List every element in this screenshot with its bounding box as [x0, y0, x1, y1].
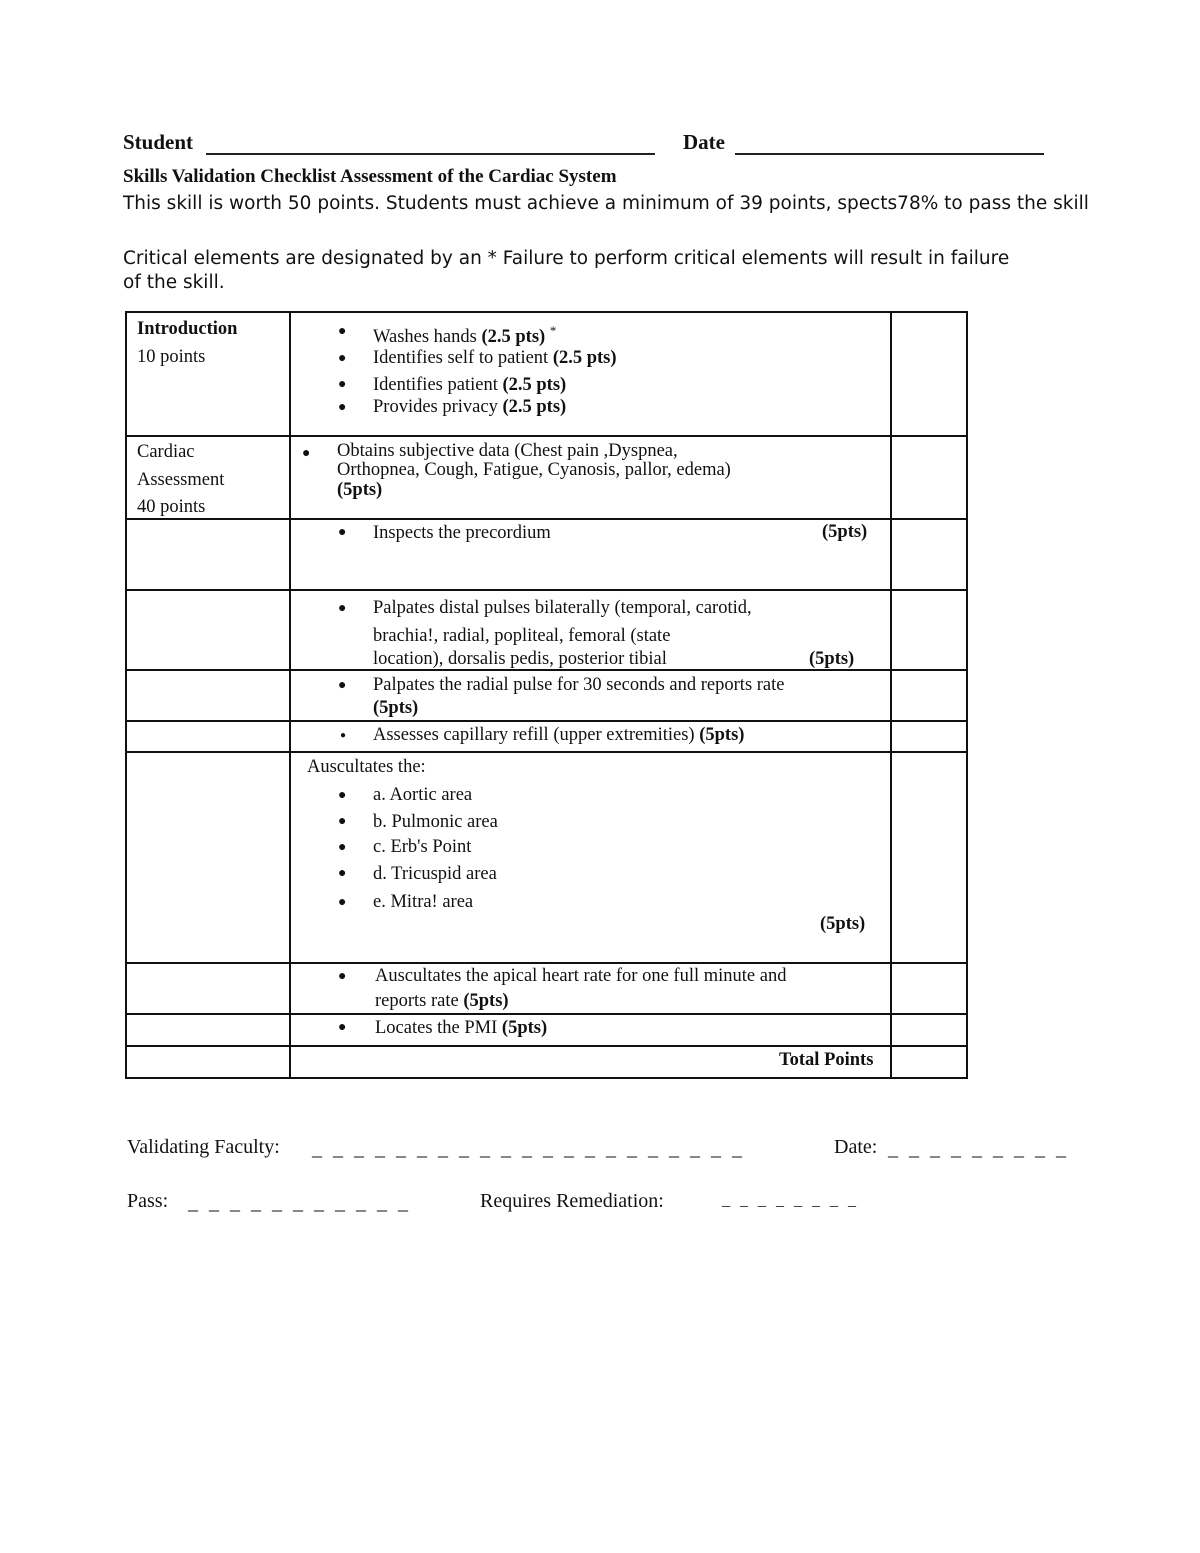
table-rule: [125, 962, 968, 964]
student-label: Student: [123, 130, 194, 154]
date-line[interactable]: [735, 153, 1044, 155]
bullet-icon: ●: [338, 377, 347, 392]
palpates-line2: brachia!, radial, popliteal, femoral (state: [373, 626, 671, 646]
subjective-line1: Obtains subjective data (Chest pain ,Dyspnea,: [337, 441, 678, 461]
table-rule: [125, 720, 968, 722]
auscultates-label: Auscultates the:: [307, 757, 426, 777]
bullet-icon: ●: [338, 895, 347, 910]
auscultates-item-1: a. Aortic area: [373, 785, 473, 805]
intro-item-3: Identifies patient (2.5 pts): [373, 375, 567, 395]
student-name-line[interactable]: [206, 153, 655, 155]
bullet-icon: ●: [338, 814, 347, 829]
table-rule: [125, 589, 968, 591]
table-rule: [125, 518, 968, 520]
intro-item-4: Provides privacy (2.5 pts): [373, 397, 567, 417]
date-label: Date: [683, 130, 725, 154]
inspects-text: Inspects the precordium: [373, 523, 551, 543]
table-rule: [289, 311, 291, 1079]
palpates-pts: (5pts): [809, 649, 855, 669]
palpates-line1: Palpates distal pulses bilaterally (temporal, carotid,: [373, 598, 752, 618]
capillary-item: Assesses capillary refill (upper extremities) (5pts): [373, 725, 745, 745]
table-rule: [125, 751, 968, 753]
worth-text: This skill is worth 50 points. Students must achieve a minimum of 39 points, spects78% to pass the skill: [123, 193, 1089, 214]
bullet-icon: ●: [338, 351, 347, 366]
intro-label: Introduction: [137, 319, 238, 339]
palpates-line3: location), dorsalis pedis, posterior tibial: [373, 649, 667, 669]
apical-line2: reports rate (5pts): [375, 991, 509, 1011]
cardiac-points: 40 points: [137, 497, 206, 517]
validating-faculty-field[interactable]: _ _ _ _ _ _ _ _ _ _ _ _ _ _ _ _ _ _ _ _ _: [312, 1138, 745, 1160]
subjective-pts: (5pts): [337, 480, 383, 500]
remediation-field[interactable]: _ _ _ _ _ _ _ _: [722, 1192, 859, 1209]
cardiac-label-line1: Cardiac: [137, 442, 195, 462]
intro-item-2: Identifies self to patient (2.5 pts): [373, 348, 617, 368]
bullet-icon: ●: [338, 678, 347, 693]
pmi-item: Locates the PMI (5pts): [375, 1018, 548, 1038]
table-rule: [125, 311, 127, 1079]
bullet-icon: ●: [338, 840, 347, 855]
critical-text-line1: Critical elements are designated by an * Failure to perform critical elements will result in failure: [123, 248, 1010, 269]
page-title: Skills Validation Checklist Assessment of the Cardiac System: [123, 166, 617, 187]
remediation-label: Requires Remediation:: [480, 1190, 664, 1212]
bullet-icon: ●: [302, 446, 311, 461]
pass-field[interactable]: _ _ _ _ _ _ _ _ _ _ _: [188, 1192, 411, 1214]
validating-faculty-label: Validating Faculty:: [127, 1136, 280, 1158]
table-rule: [890, 311, 892, 1079]
intro-item-1: Washes hands (2.5 pts) *: [373, 323, 557, 348]
bullet-icon: ●: [340, 730, 347, 741]
faculty-date-label: Date:: [834, 1136, 878, 1158]
auscultates-item-5: e. Mitra! area: [373, 892, 474, 912]
bullet-icon: ●: [338, 601, 347, 616]
bullet-icon: ●: [338, 1020, 347, 1035]
subjective-line2: Orthopnea, Cough, Fatigue, Cyanosis, pallor, edema): [337, 460, 731, 480]
pass-label: Pass:: [127, 1190, 169, 1212]
auscultates-pts: (5pts): [820, 914, 866, 934]
table-rule: [125, 435, 968, 437]
bullet-icon: ●: [338, 969, 347, 984]
faculty-date-field[interactable]: _ _ _ _ _ _ _ _ _: [888, 1138, 1069, 1160]
inspects-pts: (5pts): [822, 522, 868, 542]
table-rule: [966, 311, 968, 1079]
bullet-icon: ●: [338, 400, 347, 415]
auscultates-item-3: c. Erb's Point: [373, 837, 472, 857]
critical-text-line2: of the skill.: [123, 272, 225, 293]
bullet-icon: ●: [338, 324, 347, 339]
auscultates-item-4: d. Tricuspid area: [373, 864, 497, 884]
bullet-icon: ●: [338, 866, 347, 881]
table-rule: [125, 1077, 968, 1079]
total-points-label: Total Points: [779, 1050, 874, 1070]
radial-pts: (5pts): [373, 698, 419, 718]
bullet-icon: ●: [338, 525, 347, 540]
apical-line1: Auscultates the apical heart rate for one full minute and: [375, 966, 787, 986]
intro-points: 10 points: [137, 347, 206, 367]
radial-line1: Palpates the radial pulse for 30 seconds and reports rate: [373, 675, 785, 695]
table-rule: [125, 311, 968, 313]
bullet-icon: ●: [338, 788, 347, 803]
checklist-table: [125, 311, 968, 1079]
cardiac-label-line2: Assessment: [137, 470, 225, 490]
auscultates-item-2: b. Pulmonic area: [373, 812, 498, 832]
table-rule: [125, 1045, 968, 1047]
table-rule: [125, 1013, 968, 1015]
